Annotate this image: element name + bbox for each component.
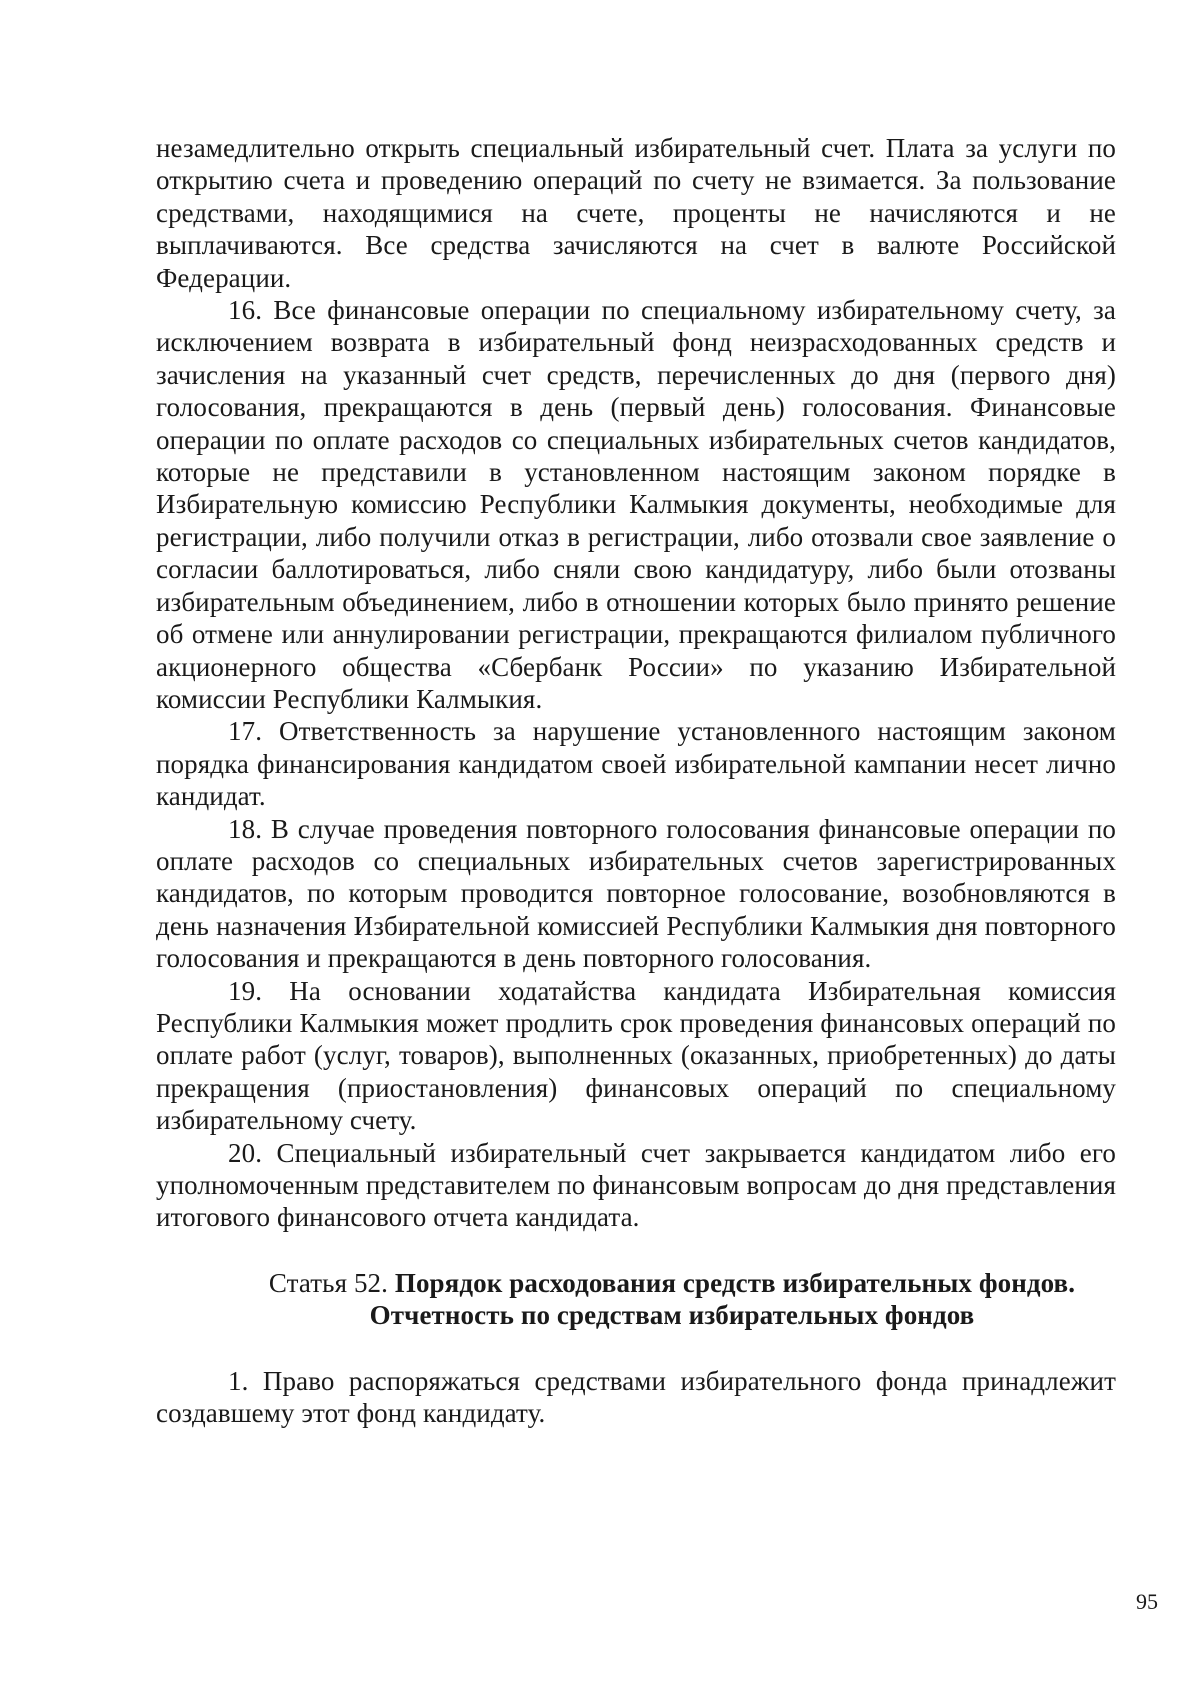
article-52-heading <box>156 1267 1116 1332</box>
article-title-line-1: Порядок расходования средств избирательных фондов. <box>394 1267 1076 1298</box>
paragraph-20: 20. Специальный избирательный счет закрывается кандидатом либо его уполномоченным представителем по финансовым вопросам до дня представления итогового финансового отчета кандидата. <box>156 1137 1116 1233</box>
page-content <box>156 132 1116 1429</box>
article-label: Статья 52. <box>268 1267 395 1298</box>
paragraph-19: 19. На основании ходатайства кандидата Избирательная комиссия Республики Калмыкия может продлить срок проведения финансовых операций по оплате работ (услуг, товаров), выполненных (оказанных, приобретенных) до даты прекращения (приостановления) финансовых операций по специальному избирательному счету. <box>156 975 1116 1136</box>
paragraph-17: 17. Ответственность за нарушение установленного настоящим законом порядка финансирования кандидатом своей избирательной кампании несет лично кандидат. <box>156 716 1116 812</box>
paragraph-15-continuation: незамедлительно открыть специальный избирательный счет. Плата за услуги по открытию счета и проведению операций по счету не взимается. За пользование средствами, находящимися на счете, проценты не начисляются и не выплачиваются. Все средства зачисляются на счет в валюте Российской Федерации. <box>156 133 1116 293</box>
article-title-line-2: Отчетность по средствам избирательных фондов <box>369 1300 975 1331</box>
paragraph-18: 18. В случае проведения повторного голосования финансовые операции по оплате расходов со специальных избирательных счетов зарегистрированных кандидатов, по которым проводится повторное голосование, возобновляются в день назначения Избирательной комиссией Республики Калмыкия дня повторного голосования и прекращаются в день повторного голосования. <box>156 813 1116 974</box>
page-number: 95 <box>1136 1589 1158 1614</box>
paragraph-16: 16. Все финансовые операции по специальному избирательному счету, за исключением возврата в избирательный фонд неизрасходованных средств и зачисления на указанный счет средств, перечисленных до дня (первого дня) голосования, прекращаются в день (первый день) голосования. Финансовые операции по оплате расходов со специальных избирательных счетов кандидатов, которые не представили в установленном настоящим законом порядке в Избирательную комиссию Республики Калмыкия документы, необходимые для регистрации, либо получили отказ в регистрации, либо отозвали свое заявление о согласии баллотироваться, либо сняли свою кандидатуру, либо были отозваны избирательным объединением, либо в отношении которых было принято решение об отмене или аннулировании регистрации, прекращаются филиалом публичного акционерного общества «Сбербанк России» по указанию Избирательной комиссии Республики Калмыкия. <box>156 295 1116 714</box>
article-52-paragraph-1: 1. Право распоряжаться средствами избирательного фонда принадлежит создавшему этот фонд кандидату. <box>156 1365 1116 1429</box>
